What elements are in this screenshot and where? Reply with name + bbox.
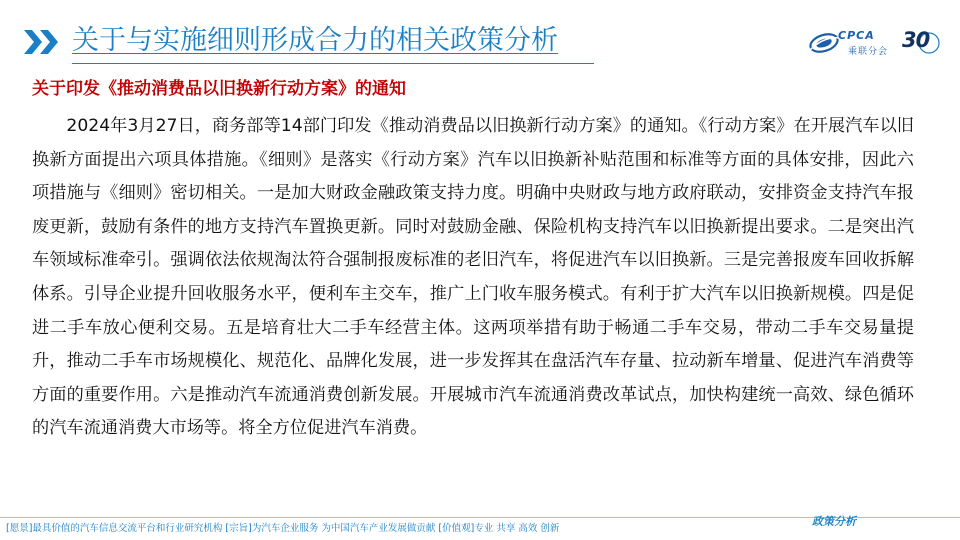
footer-tagline: [愿景]最具价值的汽车信息交流平台和行业研究机构 [宗旨]为汽车企业服务 为中国汽车产业发展做贡献 [价值观]专业 共享 高效 创新 [6,523,560,534]
page-title: 关于与实施细则形成合力的相关政策分析 [72,25,558,56]
body-paragraph: 2024年3月27日，商务部等14部门印发《推动消费品以旧换新行动方案》的通知。《行动方案》在开展汽车以旧换新方面提出六项具体措施。《细则》是落实《行动方案》汽车以旧换新补贴范围和标准等方面的具体安排，因此六项措施与《细则》密切相关。一是加大财政金融政策支持力度。明确中央财政与地方政府联动，安排资金支持汽车报废更新，鼓励有条件的地方支持汽车置换更新。同时对鼓励金融、保险机构支持汽车以旧换新提出要求。二是突出汽车领域标准牵引。强调依法依规淘汰符合强制报废标准的老旧汽车，将促进汽车以旧换新。三是完善报废车回收拆解体系。引导企业提升回收服务水平，便利车主交车，推广上门收车服务模式。有利于扩大汽车以旧换新规模。四是促进二手车放心便利交易。五是培育壮大二手车经营主体。这两项举措有助于畅通二手车交易，带动二手车交易量提升，推动二手车市场规模化、规范化、品牌化发展，进一步发挥其在盘活汽车存量、拉动新车增量、促进汽车消费等方面的重要作用。六是推动汽车流通消费创新发展。开展城市汽车流通消费改革试点，加快构建统一高效、绿色循环的汽车流通消费大市场等。将全方位促进汽车消费。 [32,116,914,439]
cpca-logo-text: CPCA [838,29,875,42]
cpca-logo-cn: 乘联分会 [848,47,889,57]
footer-section-label: 政策分析 [812,515,856,528]
double-chevron-icon [24,28,64,56]
anniversary-30-logo-text: 30 [902,28,930,52]
section-subheading: 关于印发《推动消费品以旧换新行动方案》的通知 [32,79,406,99]
header-divider [72,63,594,64]
